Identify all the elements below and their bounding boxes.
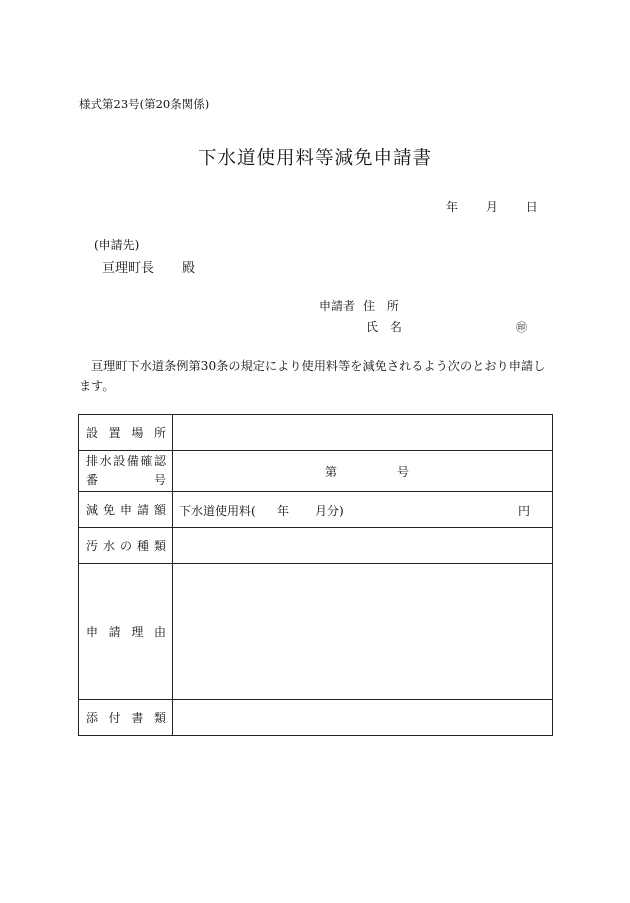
label-char: 排 (86, 454, 99, 468)
applicant-address-row (319, 297, 403, 314)
document-title: 下水道使用料等減免申請書 (197, 148, 432, 169)
attachments-label-cell (79, 700, 173, 736)
label-char: 確 (140, 454, 153, 468)
drainage-value-cell[interactable] (173, 451, 553, 492)
label-char: 場 (131, 426, 144, 440)
row-drainage-number (79, 451, 553, 492)
label-char: 水 (99, 454, 112, 468)
label-char: 減 (86, 503, 99, 517)
applicant-name-label: 氏 名 (366, 320, 406, 334)
label-char: 置 (108, 426, 121, 440)
address-label: 住 所 (363, 299, 403, 313)
amount-label-cell (79, 492, 173, 528)
sewage-type-label-cell (79, 528, 173, 564)
sewage-type-value-cell[interactable] (173, 528, 553, 564)
label-char: 添 (86, 711, 99, 725)
application-table (78, 414, 553, 736)
location-label-cell (79, 415, 173, 451)
label-char: 汚 (86, 539, 99, 553)
reason-label (86, 623, 172, 640)
label-char: 類 (153, 539, 166, 553)
label-char: 設 (86, 426, 99, 440)
row-attachments (79, 700, 553, 736)
label-char: 免 (102, 503, 115, 517)
applicant-label: 申請者 (319, 299, 356, 313)
drainage-label-line2 (86, 471, 172, 490)
form-number: 様式第23号(第20条関係) (79, 97, 210, 111)
recipient-name: 亘理町長 (102, 261, 155, 276)
label-char: の (119, 539, 132, 553)
body-text: 亘理町下水道条例第30条の規定により使用料等を減免されるよう次のとおり申請します。 (79, 359, 546, 393)
amount-value-cell[interactable] (173, 492, 553, 528)
label-char: 認 (153, 454, 166, 468)
label-char: 付 (108, 711, 121, 725)
reason-value-cell[interactable] (173, 564, 553, 700)
amount-year-text: 年 (277, 504, 290, 518)
drainage-label-cell (79, 451, 173, 492)
date-year: 年 (446, 200, 459, 214)
date-day: 日 (525, 200, 538, 214)
date-month: 月 (485, 200, 498, 214)
drainage-label-go: 号 (153, 473, 166, 487)
attachments-label (86, 709, 172, 726)
drainage-label-ban: 番 (86, 473, 99, 487)
drainage-go: 号 (397, 465, 410, 479)
label-char: 水 (102, 539, 115, 553)
amount-month-text: 月分) (315, 504, 344, 518)
label-char: 理 (131, 625, 144, 639)
amount-label (86, 501, 172, 518)
drainage-dai: 第 (325, 465, 338, 479)
sewage-type-label (86, 537, 172, 554)
amount-fee-text: 下水道使用料( (179, 504, 256, 518)
label-char: 書 (131, 711, 144, 725)
label-char: 申 (119, 503, 132, 517)
location-value-cell[interactable] (173, 415, 553, 451)
label-char: 備 (126, 454, 139, 468)
label-char: 請 (136, 503, 149, 517)
row-reason (79, 564, 553, 700)
label-char: 所 (153, 426, 166, 440)
drainage-label-line1 (86, 452, 172, 471)
label-char: 由 (153, 625, 166, 639)
location-label (86, 424, 172, 441)
amount-yen-text: 円 (518, 504, 531, 518)
label-char: 設 (113, 454, 126, 468)
label-char: 申 (86, 625, 99, 639)
recipient-honorific: 殿 (182, 261, 196, 276)
row-location (79, 415, 553, 451)
reason-label-cell (79, 564, 173, 700)
date-line (446, 198, 538, 215)
label-char: 請 (108, 625, 121, 639)
seal-mark: ㊞ (516, 321, 527, 334)
row-amount (79, 492, 553, 528)
recipient (102, 257, 195, 276)
label-char: 額 (153, 503, 166, 517)
label-char: 類 (153, 711, 166, 725)
recipient-label: (申請先) (94, 238, 140, 252)
row-sewage-type (79, 528, 553, 564)
label-char: 種 (136, 539, 149, 553)
attachments-value-cell[interactable] (173, 700, 553, 736)
